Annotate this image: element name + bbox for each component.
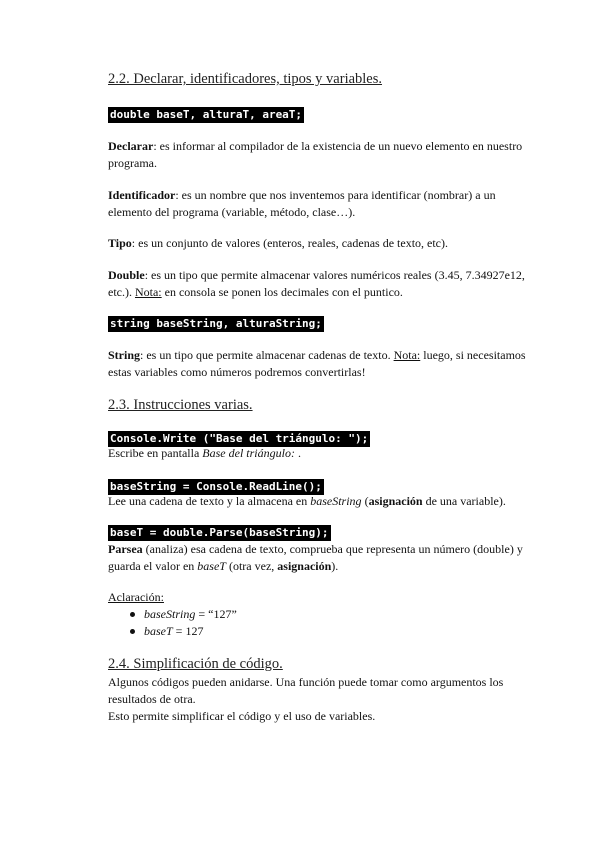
term-tipo: Tipo: [108, 236, 132, 250]
list-item: baseT = 127: [108, 623, 528, 640]
paragraph-parse: Parsea (analiza) esa cadena de texto, comprueba que representa un número (double) y guarda el valor en baseT (otra vez, asignación).: [108, 542, 523, 573]
paragraph-console-write: Escribe en pantalla Base del triángulo: .: [108, 446, 301, 460]
bullet-icon: [130, 629, 135, 634]
term-identificador: Identificador: [108, 188, 176, 202]
text-tipo: : es un conjunto de valores (enteros, reales, cadenas de texto, etc).: [131, 236, 449, 250]
term-double: Double: [108, 268, 145, 282]
paragraph-readline: Lee una cadena de texto y la almacena en baseString (asignación de una variable).: [108, 494, 506, 508]
heading-2-3: 2.3. Instrucciones varias.: [108, 397, 253, 413]
bold-asignacion-2: asignación: [277, 559, 332, 573]
text-double: : es un tipo que permite almacenar valores numéricos reales (3.45, 7.34927e12, etc.).: [108, 268, 525, 299]
italic-baset: baseT: [197, 559, 226, 573]
bold-asignacion: asignación: [368, 494, 423, 508]
code-block-declaration: double baseT, alturaT, areaT;: [110, 108, 303, 121]
italic-basestring: baseString: [310, 494, 362, 508]
code-block-string-declaration: string baseString, alturaString;: [110, 317, 322, 330]
text-identificador: : es un nombre que nos inventemos para identificar (nombrar) a un elemento del programa (variable, método, clase…).: [108, 188, 496, 219]
italic-base-del-triangulo: Base del triángulo:: [202, 446, 298, 460]
paragraph-simplificacion-2: Esto permite simplificar el código y el uso de variables.: [108, 709, 376, 723]
bold-parsea: Parsea: [108, 542, 143, 556]
code-block-readline: baseString = Console.ReadLine();: [110, 480, 322, 493]
nota-text-2: luego, si necesitamos estas variables como números podremos convertirlas!: [108, 348, 526, 379]
heading-2-4: 2.4. Simplificación de código.: [108, 656, 283, 672]
text-string: : es un tipo que permite almacenar cadenas de texto.: [140, 348, 394, 362]
nota-text-1: en consola se ponen los decimales con el puntico.: [161, 285, 403, 299]
nota-label-2: Nota:: [393, 348, 421, 362]
code-block-console-write: Console.Write ("Base del triángulo: ");: [110, 432, 369, 445]
term-declarar: Declarar: [108, 139, 154, 153]
nota-label-1: Nota:: [134, 285, 162, 299]
paragraph-string: [108, 347, 528, 381]
heading-2-2: 2.2. Declarar, identificadores, tipos y variables.: [108, 71, 383, 87]
paragraph-declarar: [108, 138, 528, 172]
bullet-icon: [130, 612, 135, 617]
paragraph-tipo: [108, 235, 528, 252]
paragraph-simplificacion-1: Algunos códigos pueden anidarse. Una función puede tomar como argumentos los resultados de otra.: [108, 675, 504, 706]
aclaracion-list: [108, 606, 528, 640]
paragraph-double: [108, 267, 528, 301]
list-item: baseString = “127”: [108, 606, 528, 623]
paragraph-identificador: [108, 187, 528, 221]
code-block-parse: baseT = double.Parse(baseString);: [110, 526, 329, 539]
aclaracion-label: Aclaración:: [108, 590, 164, 604]
text-declarar: : es informar al compilador de la existencia de un nuevo elemento en nuestro programa.: [108, 139, 523, 170]
term-string: String: [108, 348, 141, 362]
